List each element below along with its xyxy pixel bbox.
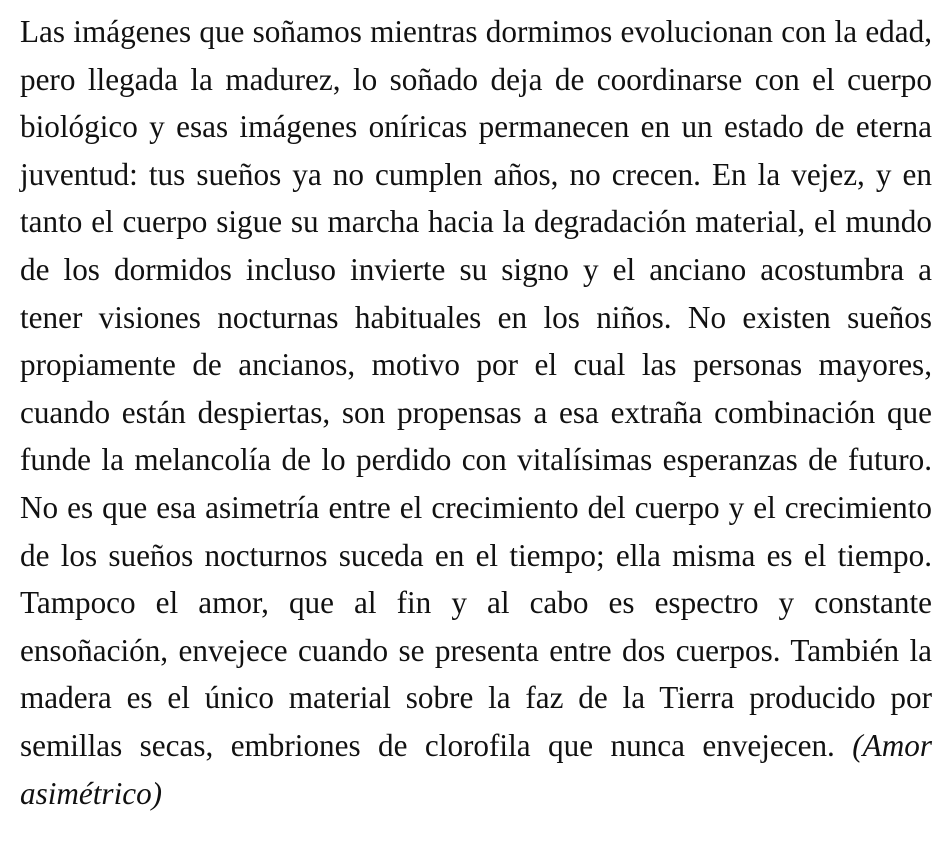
quote-paragraph (20, 8, 932, 817)
document-page (20, 8, 932, 817)
paragraph-body-text: Las imágenes que soñamos mientras dormimos evolucionan con la edad, pero llegada la madurez, lo soñado deja de coordinarse con el cuerpo biológico y esas imágenes oníricas permanecen en un estado de eterna juventud: tus sueños ya no cumplen años, no crecen. En la vejez, y en tanto el cuerpo sigue su marcha hacia la degradación material, el mundo de los dormidos incluso invierte su signo y el anciano acostumbra a tener visiones nocturnas habituales en los niños. No existen sueños propiamente de ancianos, motivo por el cual las personas mayores, cuando están despiertas, son propensas a esa extraña combinación que funde la melancolía de lo perdido con vitalísimas esperanzas de futuro. No es que esa asimetría entre el crecimiento del cuerpo y el crecimiento de los sueños nocturnos suceda en el tiempo; ella misma es el tiempo. Tampoco el amor, que al fin y al cabo es espectro y constante ensoñación, envejece cuando se presenta entre dos cuerpos. También la madera es el único material sobre la faz de la Tierra producido por semillas secas, embriones de clorofila que nunca envejecen. (20, 14, 932, 763)
source-citation: (Amor asimétrico) (20, 727, 932, 811)
